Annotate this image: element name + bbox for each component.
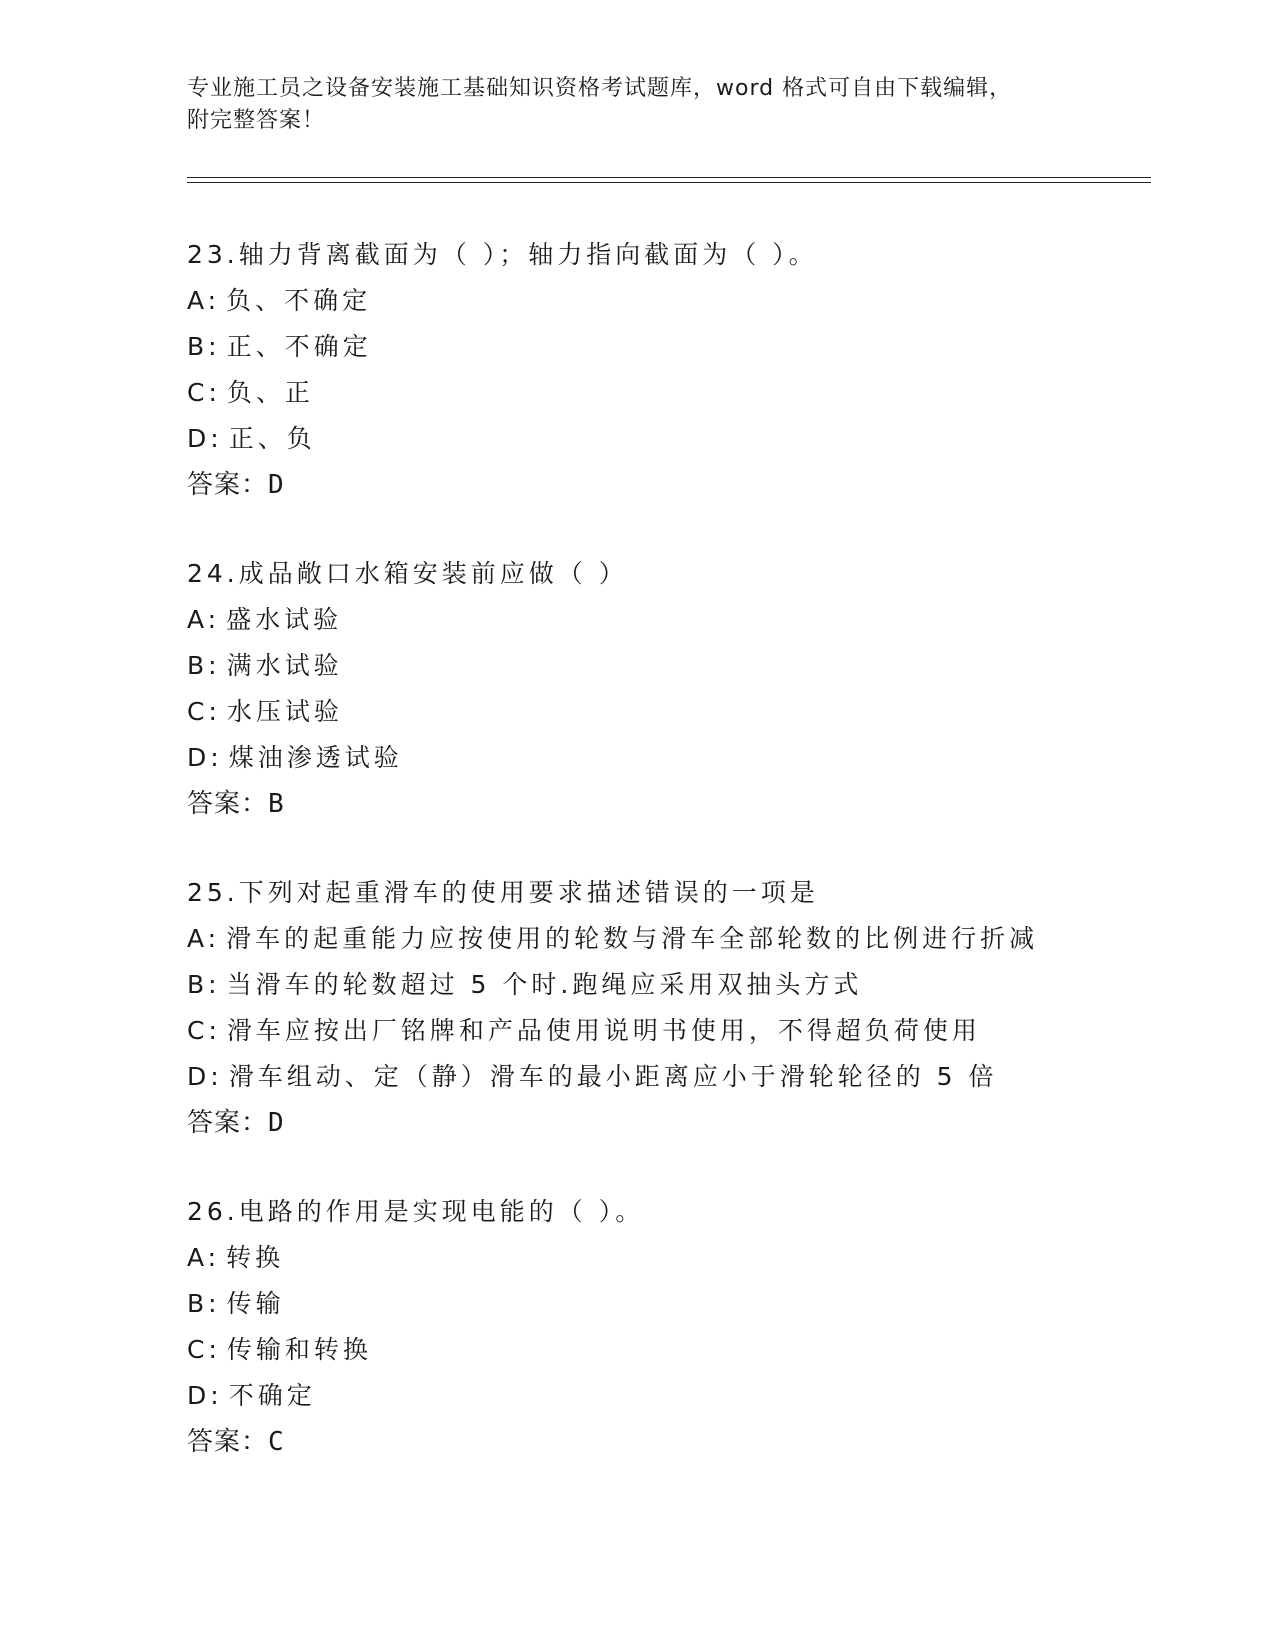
answer-label: 答案： [187,1427,269,1457]
answer-value: C [268,1427,285,1457]
option-label: A: [187,1243,221,1272]
option-label: D: [187,1062,223,1091]
option-text: 滑车组动、定（静）滑车的最小距离应小于滑轮轮径的 5 倍 [228,1062,998,1091]
answer-line [187,781,1187,827]
option-text: 传输和转换 [226,1335,372,1364]
answer-line [187,1419,1187,1465]
option-label: C: [187,1335,221,1364]
option-text: 转换 [226,1243,285,1272]
option-label: A: [187,605,221,634]
option-label: D: [187,1381,223,1410]
option-text: 滑车的起重能力应按使用的轮数与滑车全部轮数的比例进行折减 [226,924,1039,953]
answer-value: B [268,789,285,819]
answer-label: 答案： [187,1108,269,1138]
question-23 [187,232,1187,551]
header-divider-bottom [187,182,1151,183]
option-b [187,324,1187,370]
option-label: B: [187,332,221,361]
option-c [187,1327,1187,1373]
option-d [187,735,1187,781]
option-c [187,689,1187,735]
option-label: B: [187,1289,221,1318]
option-d [187,1373,1187,1419]
header-line-1: 专业施工员之设备安装施工基础知识资格考试题库，word 格式可自由下载编辑， [187,76,1013,101]
answer-value: D [268,470,285,500]
answer-value: D [268,1108,285,1138]
option-a [187,278,1187,324]
option-text: 正、负 [228,424,316,453]
option-text: 负、正 [226,378,314,407]
option-b [187,1281,1187,1327]
option-text: 传输 [226,1289,285,1318]
question-stem: 26.电路的作用是实现电能的（ ）。 [187,1197,645,1226]
option-label: B: [187,651,221,680]
option-b [187,962,1187,1008]
option-label: C: [187,378,221,407]
option-text: 水压试验 [226,697,343,726]
option-text: 盛水试验 [226,605,343,634]
option-label: A: [187,924,221,953]
document-header [187,73,1087,137]
option-d [187,1054,1187,1100]
option-label: D: [187,424,223,453]
answer-label: 答案： [187,789,269,819]
question-stem: 23.轴力背离截面为（ ）；轴力指向截面为（ ）。 [187,240,818,269]
option-d [187,416,1187,462]
option-label: C: [187,1016,221,1045]
option-c [187,1008,1187,1054]
option-a [187,916,1187,962]
option-a [187,597,1187,643]
option-label: A: [187,286,221,315]
option-text: 满水试验 [226,651,343,680]
option-b [187,643,1187,689]
question-24 [187,551,1187,870]
option-label: B: [187,970,221,999]
option-text: 当滑车的轮数超过 5 个时.跑绳应采用双抽头方式 [226,970,863,999]
header-divider-top [187,177,1151,178]
option-label: D: [187,743,223,772]
question-stem: 25.下列对起重滑车的使用要求描述错误的一项是 [187,878,819,907]
question-25 [187,870,1187,1189]
option-text: 煤油渗透试验 [228,743,403,772]
option-text: 滑车应按出厂铭牌和产品使用说明书使用，不得超负荷使用 [226,1016,981,1045]
option-text: 正、不确定 [226,332,372,361]
answer-label: 答案： [187,470,269,500]
option-a [187,1235,1187,1281]
answer-line [187,1100,1187,1146]
option-label: C: [187,697,221,726]
question-26 [187,1189,1187,1508]
question-list [187,232,1187,1508]
option-text: 不确定 [228,1381,316,1410]
question-stem: 24.成品敞口水箱安装前应做（ ） [187,559,628,588]
option-text: 负、不确定 [226,286,372,315]
header-line-2: 附完整答案！ [187,108,326,133]
answer-line [187,462,1187,508]
option-c [187,370,1187,416]
